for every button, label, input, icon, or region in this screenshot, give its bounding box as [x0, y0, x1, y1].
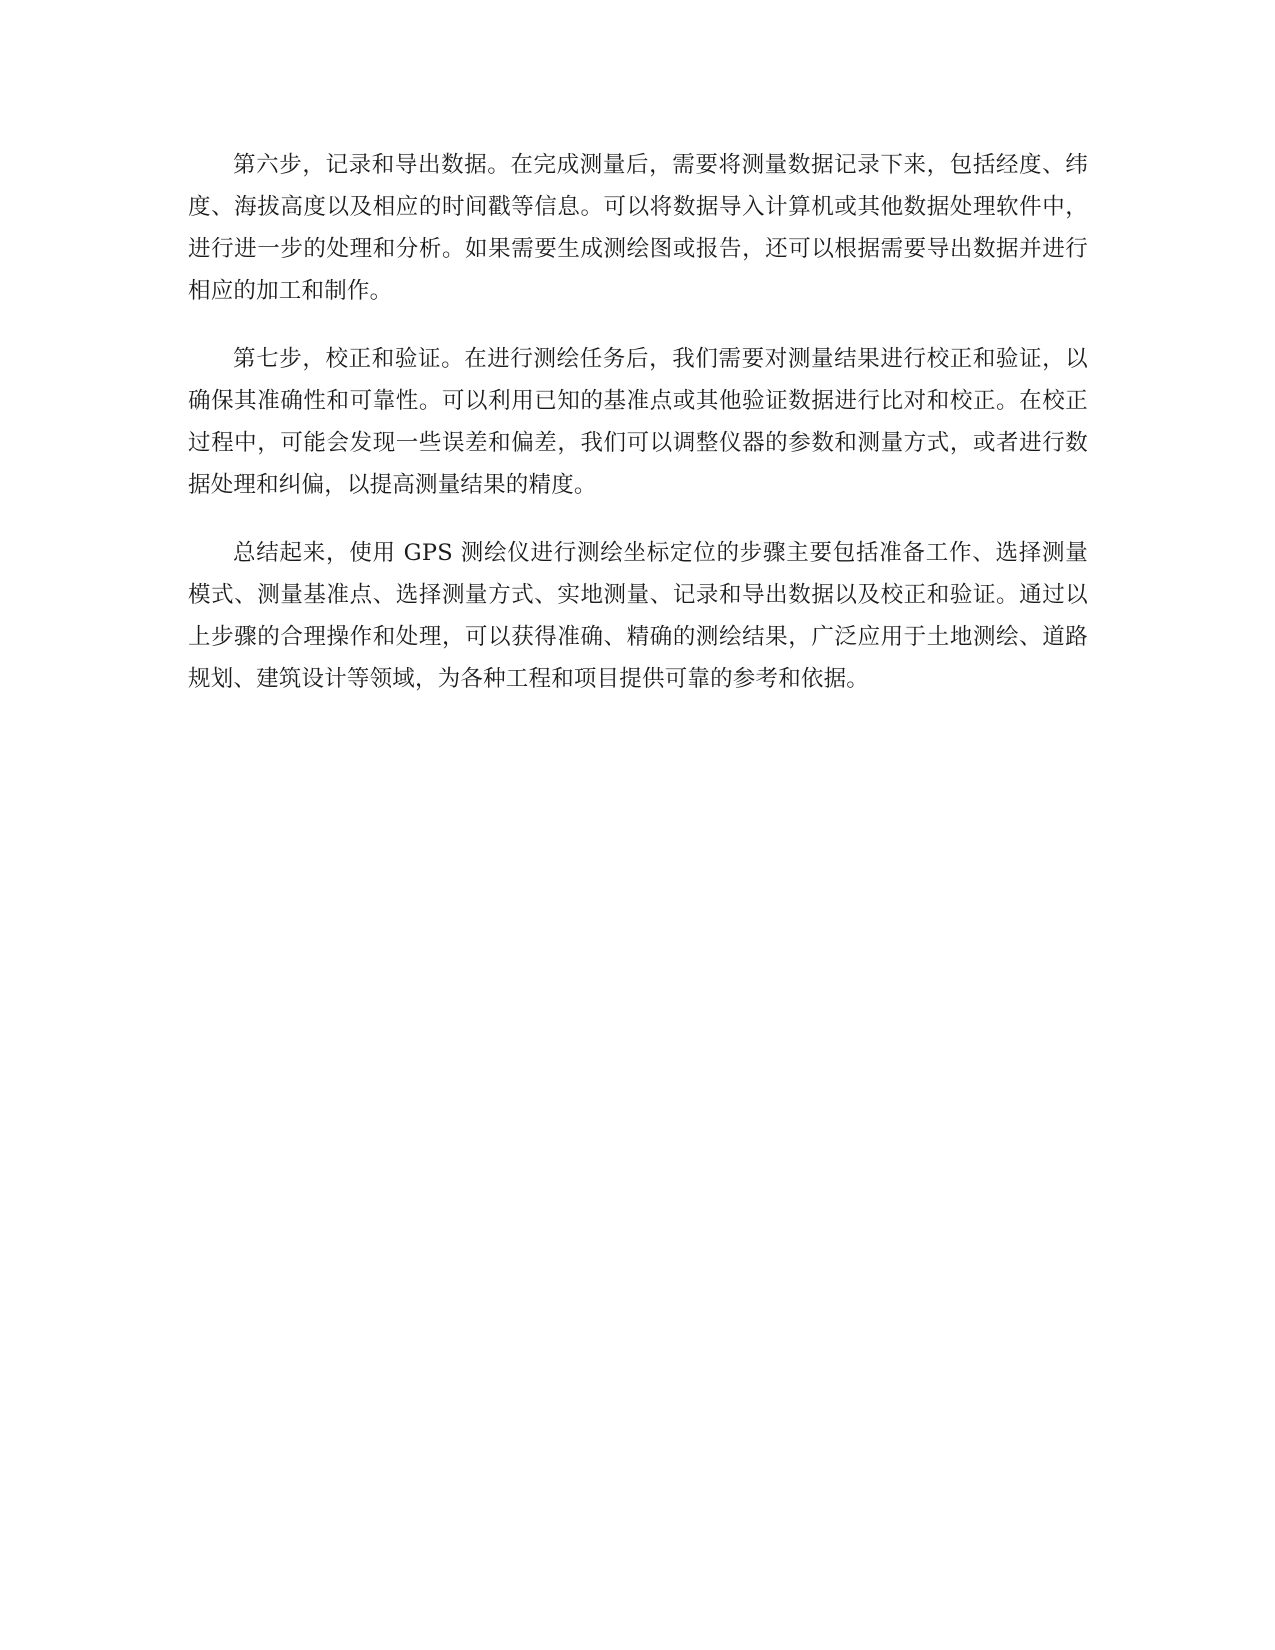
paragraph-step-seven: 第七步，校正和验证。在进行测绘任务后，我们需要对测量结果进行校正和验证，以确保其准确性和可靠性。可以利用已知的基准点或其他验证数据进行比对和校正。在校正过程中，可能会发现一些误差和偏差，我们可以调整仪器的参数和测量方式，或者进行数据处理和纠偏，以提高测量结果的精度。: [188, 346, 1088, 498]
paragraph-summary: 总结起来，使用 GPS 测绘仪进行测绘坐标定位的步骤主要包括准备工作、选择测量模式、测量基准点、选择测量方式、实地测量、记录和导出数据以及校正和验证。通过以上步骤的合理操作和处理，可以获得准确、精确的测绘结果，广泛应用于土地测绘、道路规划、建筑设计等领域，为各种工程和项目提供可靠的参考和依据。: [188, 540, 1088, 692]
paragraph-step-six: 第六步，记录和导出数据。在完成测量后，需要将测量数据记录下来，包括经度、纬度、海拔高度以及相应的时间戳等信息。可以将数据导入计算机或其他数据处理软件中，进行进一步的处理和分析。如果需要生成测绘图或报告，还可以根据需要导出数据并进行相应的加工和制作。: [188, 152, 1088, 304]
document-body: [188, 144, 1088, 726]
